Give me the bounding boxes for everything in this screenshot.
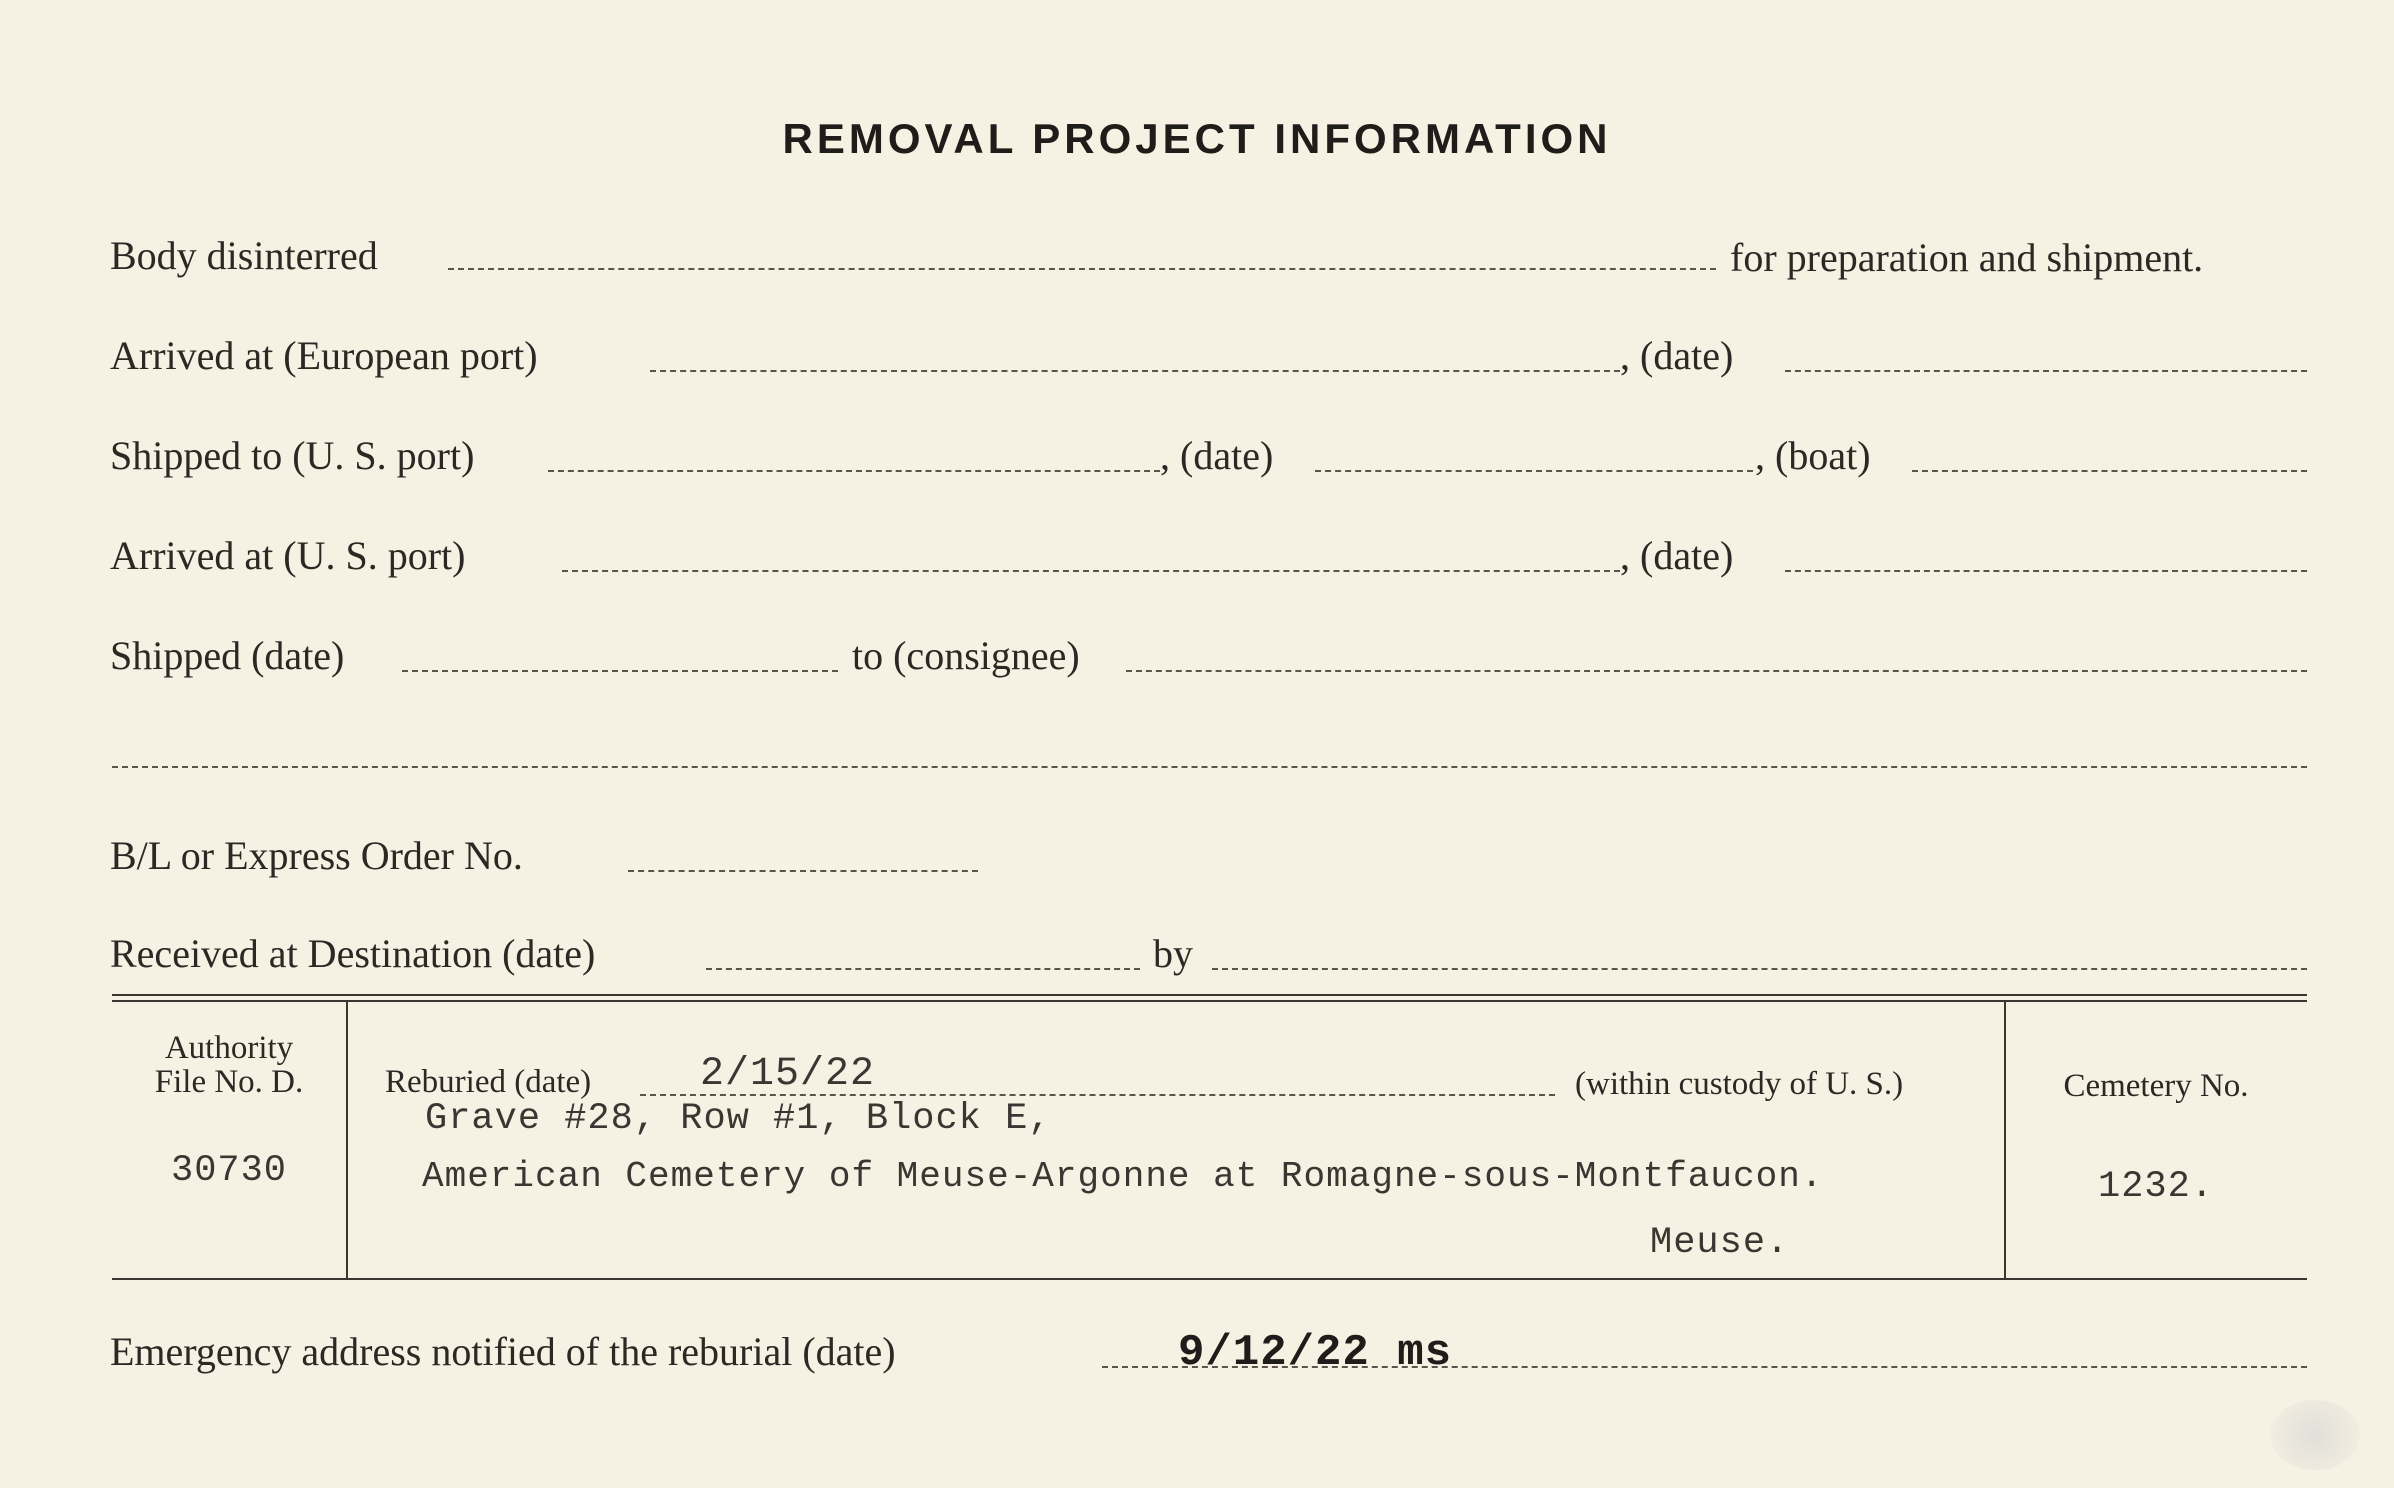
meuse-line: Meuse. bbox=[1650, 1222, 1790, 1264]
authority-label: Authority bbox=[164, 1030, 294, 1066]
arrived-us-date-field[interactable] bbox=[1785, 570, 2307, 572]
received-by-field[interactable] bbox=[1212, 968, 2307, 970]
bl-order-field[interactable] bbox=[628, 870, 978, 872]
body-disinterred-field[interactable] bbox=[448, 268, 1716, 270]
by-label: by bbox=[1153, 931, 1193, 976]
arrived-us-port-field[interactable] bbox=[562, 570, 1620, 572]
card-title: REMOVAL PROJECT INFORMATION bbox=[782, 115, 1612, 162]
boat-label: , (boat) bbox=[1755, 433, 1871, 478]
box-top-rule bbox=[112, 994, 2307, 996]
consignee-label: to (consignee) bbox=[852, 633, 1080, 678]
reburied-label: Reburied (date) bbox=[385, 1064, 592, 1100]
received-date-field[interactable] bbox=[706, 968, 1140, 970]
received-destination-label: Received at Destination (date) bbox=[110, 931, 596, 976]
emergency-label: Emergency address notified of the reburial (date) bbox=[110, 1329, 896, 1374]
body-disinterred-label: Body disinterred bbox=[110, 233, 378, 278]
shipped-date-field[interactable] bbox=[1315, 470, 1753, 472]
arrived-us-label: Arrived at (U. S. port) bbox=[110, 533, 466, 578]
reburied-date-field[interactable] bbox=[640, 1094, 1555, 1096]
custody-label: (within custody of U. S.) bbox=[1575, 1066, 1904, 1102]
cemetery-location-line: American Cemetery of Meuse-Argonne at Romagne-sous-Montfaucon. bbox=[422, 1156, 1824, 1197]
file-no-label: File No. D. bbox=[154, 1064, 304, 1100]
date-label-3: , (date) bbox=[1620, 533, 1734, 578]
box-divider-left bbox=[346, 1002, 348, 1278]
shipped-date-label: Shipped (date) bbox=[110, 633, 345, 678]
paper-stain bbox=[2270, 1400, 2360, 1470]
shipped-to-us-label: Shipped to (U. S. port) bbox=[110, 433, 475, 478]
european-port-field[interactable] bbox=[650, 370, 1620, 372]
date-label-2: , (date) bbox=[1160, 433, 1274, 478]
emergency-date-value: 9/12/22 ms bbox=[1178, 1328, 1453, 1378]
box-top-rule-2 bbox=[112, 1000, 2307, 1002]
date-label-1: , (date) bbox=[1620, 333, 1734, 378]
shipped-date-value-field[interactable] bbox=[402, 670, 838, 672]
european-date-field[interactable] bbox=[1785, 370, 2307, 372]
us-port-field[interactable] bbox=[548, 470, 1160, 472]
consignee-field[interactable] bbox=[1126, 670, 2307, 672]
grave-line: Grave #28, Row #1, Block E, bbox=[425, 1098, 1052, 1140]
consignee-continuation-field[interactable] bbox=[112, 766, 2307, 768]
file-number-value: 30730 bbox=[170, 1150, 288, 1192]
for-preparation-label: for preparation and shipment. bbox=[1730, 235, 2204, 280]
arrived-european-label: Arrived at (European port) bbox=[110, 333, 538, 378]
emergency-date-field[interactable] bbox=[1102, 1366, 2307, 1368]
cemetery-no-value: 1232. bbox=[2097, 1166, 2215, 1208]
box-bottom-rule bbox=[112, 1278, 2307, 1280]
boat-field[interactable] bbox=[1912, 470, 2307, 472]
cemetery-no-label: Cemetery No. bbox=[2063, 1068, 2249, 1104]
reburied-date-value: 2/15/22 bbox=[700, 1052, 876, 1097]
box-divider-right bbox=[2004, 1002, 2006, 1278]
bl-order-label: B/L or Express Order No. bbox=[110, 833, 523, 878]
